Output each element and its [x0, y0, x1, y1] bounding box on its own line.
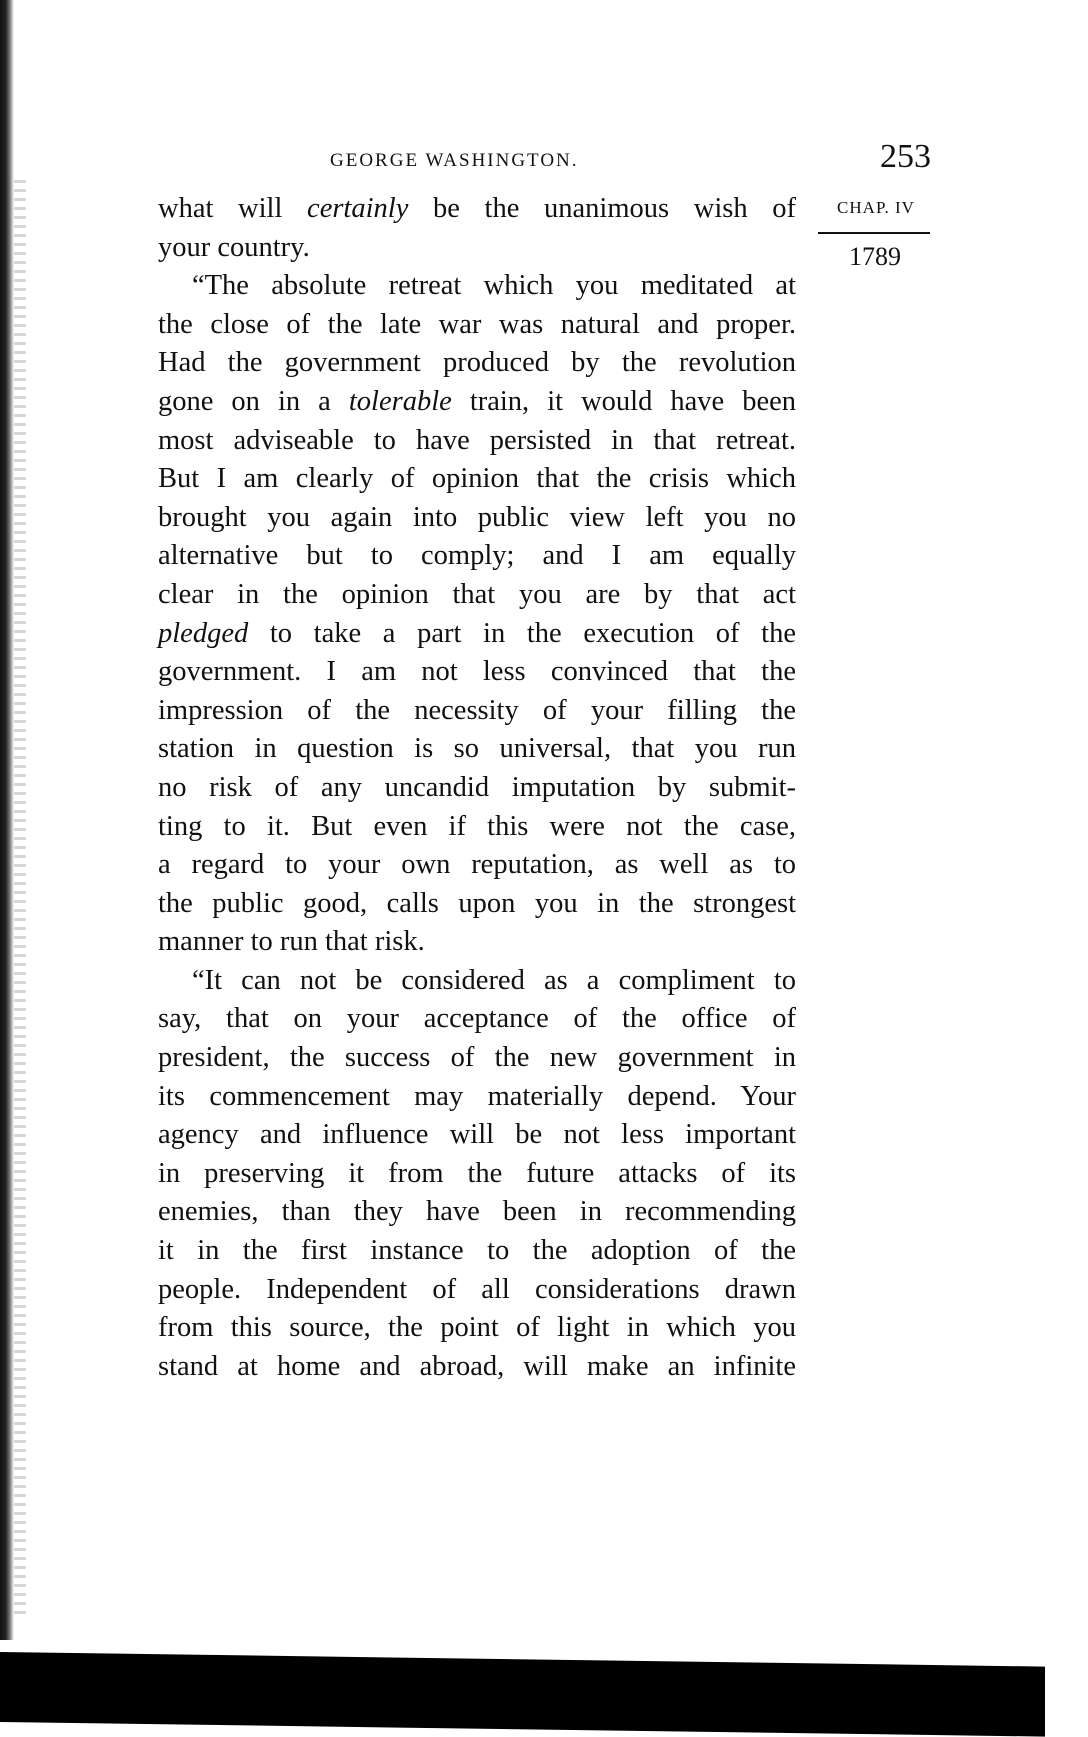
page-number: 253: [880, 138, 931, 175]
text-segment: no risk of any uncandid imputation by submit-: [158, 771, 796, 803]
text-segment: “The absolute retreat which you meditated at: [192, 270, 796, 302]
binding-shadow: [14, 180, 26, 1620]
text-line: [158, 1193, 796, 1232]
text-segment: brought you again into public view left you no: [158, 501, 796, 533]
text-line: [158, 1078, 796, 1117]
text-line: [158, 962, 796, 1001]
text-line: [158, 306, 796, 345]
scan-black-edge: [0, 1652, 1045, 1737]
italic-text: certainly: [307, 193, 409, 224]
margin-chapter: CHAP. IV: [837, 198, 915, 217]
text-line: [158, 1155, 796, 1194]
text-line: [158, 1309, 796, 1348]
text-line: [158, 383, 796, 422]
body-text: [158, 190, 796, 1386]
text-segment: the public good, calls upon you in the strongest: [158, 887, 796, 919]
margin-rule: [818, 232, 930, 234]
text-segment: to take a part in the execution of the: [248, 617, 796, 649]
text-segment: its commencement may materially depend. Your: [158, 1080, 796, 1112]
text-line: [158, 808, 796, 847]
text-line: [158, 422, 796, 461]
text-segment: from this source, the point of light in which you: [158, 1312, 796, 1344]
text-line: [158, 1039, 796, 1078]
text-segment: government. I am not less convinced that the: [158, 656, 796, 688]
text-segment: clear in the opinion that you are by that act: [158, 578, 796, 610]
text-segment: ting to it. But even if this were not the case,: [158, 810, 796, 842]
text-line: [158, 344, 796, 383]
text-line: [158, 267, 796, 306]
text-line: [158, 1271, 796, 1310]
text-line: [158, 923, 796, 962]
text-segment: most adviseable to have persisted in that retreat.: [158, 424, 796, 456]
text-line: [158, 537, 796, 576]
text-line: [158, 653, 796, 692]
book-binding-edge: [0, 0, 14, 1640]
text-segment: train, it would have been: [451, 385, 797, 417]
text-line: [158, 769, 796, 808]
text-segment: station in question is so universal, that you run: [158, 733, 796, 765]
text-segment: Had the government produced by the revolution: [158, 347, 796, 379]
text-segment: people. Independent of all considerations drawn: [158, 1273, 796, 1305]
text-segment: agency and influence will be not less important: [158, 1119, 796, 1151]
text-line: [158, 229, 796, 268]
text-segment: “It can not be considered as a compliment to: [192, 964, 796, 996]
text-line: [158, 885, 796, 924]
text-line: [158, 576, 796, 615]
italic-text: tolerable: [348, 385, 452, 417]
text-line: [158, 1232, 796, 1271]
text-segment: gone on in a: [158, 385, 349, 417]
text-segment: the close of the late war was natural and proper.: [158, 308, 796, 340]
text-line: [158, 730, 796, 769]
text-line: [158, 615, 796, 654]
text-segment: enemies, than they have been in recommending: [158, 1196, 796, 1228]
text-segment: manner to run that risk.: [158, 926, 425, 958]
text-segment: say, that on your acceptance of the office of: [158, 1003, 796, 1035]
text-segment: what will: [158, 193, 308, 224]
text-segment: stand at home and abroad, will make an infinite: [158, 1350, 796, 1382]
text-segment: a regard to your own reputation, as well as to: [158, 849, 796, 881]
text-line: [158, 460, 796, 499]
text-line: [158, 499, 796, 538]
text-line: [158, 1348, 796, 1387]
margin-year: 1789: [849, 242, 901, 271]
text-line: [158, 846, 796, 885]
text-line: [158, 692, 796, 731]
text-segment: impression of the necessity of your filling the: [158, 694, 796, 726]
text-segment: it in the first instance to the adoption of the: [158, 1235, 796, 1267]
text-segment: your country.: [158, 231, 310, 263]
text-segment: But I am clearly of opinion that the crisis which: [158, 463, 796, 495]
text-segment: president, the success of the new government in: [158, 1042, 796, 1074]
text-segment: in preserving it from the future attacks of its: [158, 1157, 796, 1189]
text-line: [158, 1000, 796, 1039]
text-line: [158, 1116, 796, 1155]
running-head: GEORGE WASHINGTON.: [330, 150, 579, 171]
text-line: [158, 190, 796, 229]
italic-text: pledged: [158, 617, 249, 649]
text-segment: alternative but to comply; and I am equally: [158, 540, 796, 572]
text-segment: be the unanimous wish of: [408, 193, 796, 224]
